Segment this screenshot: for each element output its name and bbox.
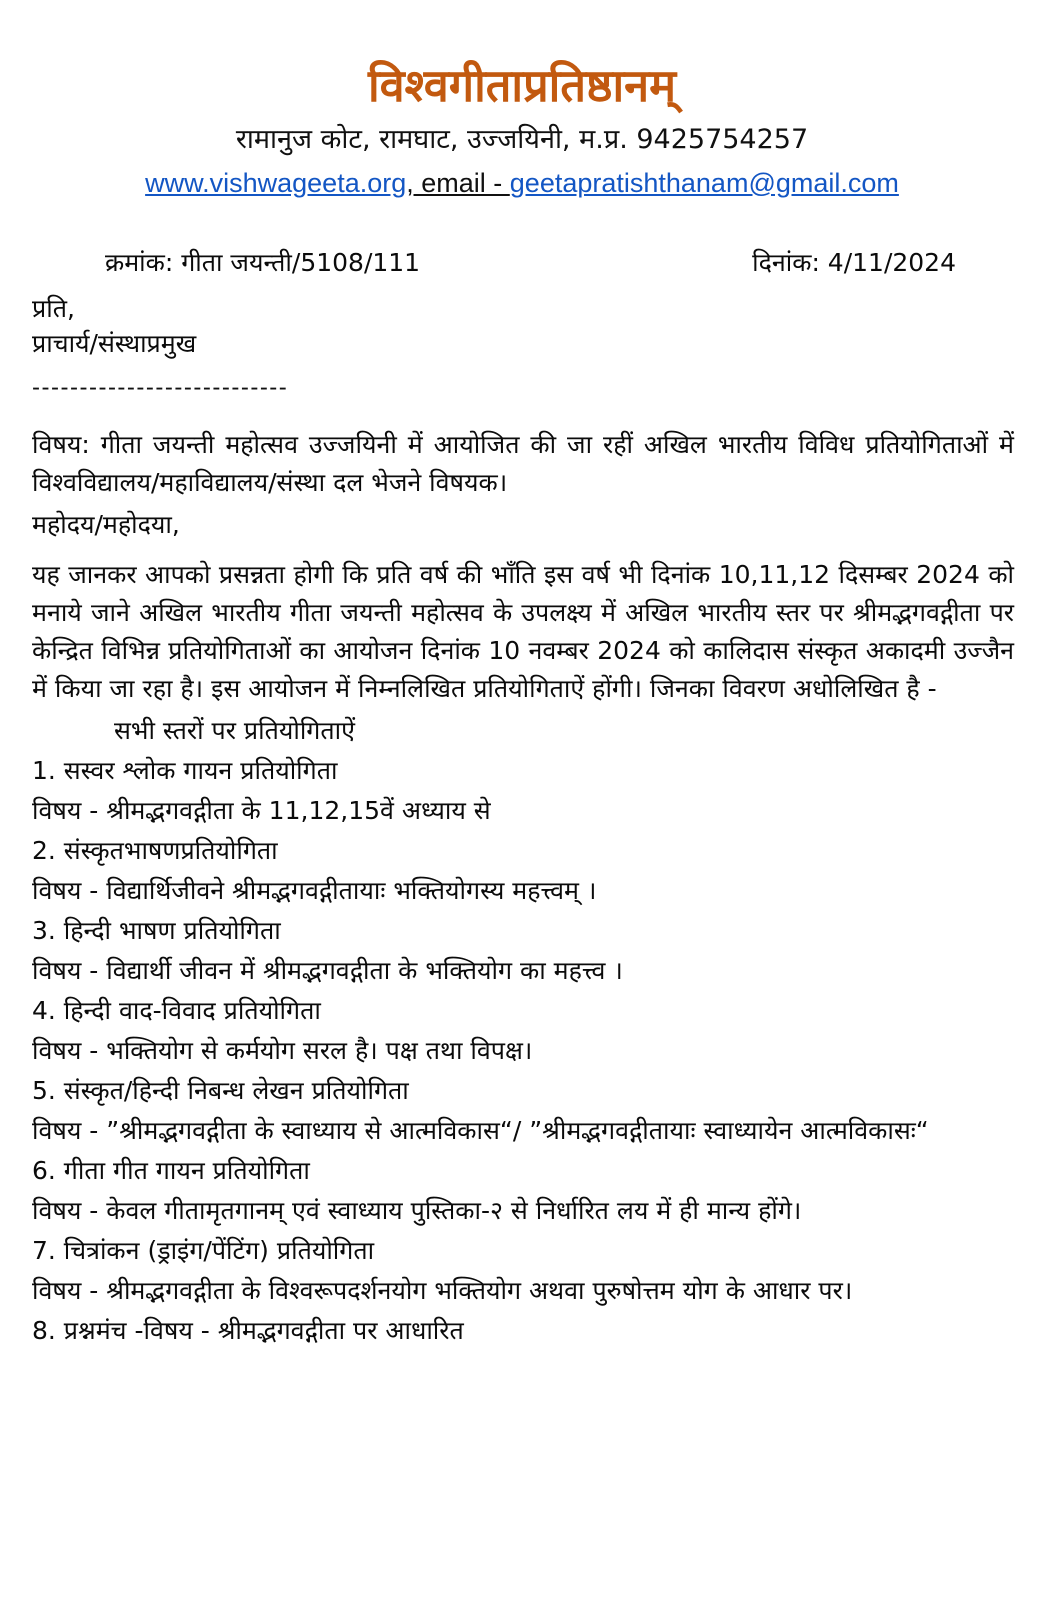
list-item [32,1152,1014,1230]
reference-row [0,245,1044,279]
organization-address: रामानुज कोट, रामघाट, उज्जयिनी, म.प्र. 9425754257 [235,124,809,156]
competition-subject: विषय - श्रीमद्भगवद्गीता के विश्वरूपदर्शनयोग भक्तियोग अथवा पुरुषोत्तम योग के आधार पर। [32,1275,853,1305]
letter-date: दिनांक: 4/11/2024 [752,248,956,278]
recipient-to: प्रति, [32,294,75,324]
list-item [32,992,1014,1070]
competition-title: 8. प्रश्नमंच -विषय - श्रीमद्भगवद्गीता पर आधारित [32,1315,464,1345]
competition-title: 6. गीता गीत गायन प्रतियोगिता [32,1155,310,1185]
reference-number: क्रमांक: गीता जयन्ती/5108/111 [105,248,421,278]
email-label: , email - [406,167,510,198]
website-link[interactable]: www.vishwageeta.org [145,167,407,198]
salutation: महोदय/महोदया, [32,509,180,539]
competition-title: 3. हिन्दी भाषण प्रतियोगिता [32,915,281,945]
competition-subject: विषय - भक्तियोग से कर्मयोग सरल है। पक्ष तथा विपक्ष। [32,1035,533,1065]
recipient-separator: --------------------------- [32,374,289,402]
competition-list [32,752,1014,1350]
recipient-designation: प्राचार्य/संस्थाप्रमुख [32,329,197,359]
email-link[interactable]: geetapratishthanam@gmail.com [509,167,899,198]
competition-title: 7. चित्रांकन (ड्राइंग/पेंटिंग) प्रतियोगिता [32,1235,375,1265]
list-item [32,832,1014,910]
subject-line: विषय: गीता जयन्ती महोत्सव उज्जयिनी में आयोजित की जा रहीं अखिल भारतीय विविध प्रतियोगिताओं में विश्वविद्यालय/महाविद्यालय/संस्था दल भेजने विषयक। [32,429,1014,497]
competition-subject: विषय - श्रीमद्भगवद्गीता के 11,12,15वें अध्याय से [32,795,491,825]
letterhead [0,0,1044,201]
list-item [32,752,1014,830]
list-item [32,1072,1014,1150]
competition-subject: विषय - विद्यार्थी जीवन में श्रीमद्भगवद्गीता के भक्तियोग का महत्त्व । [32,955,623,985]
competition-title: 2. संस्कृतभाषणप्रतियोगिता [32,835,278,865]
letter-body [0,291,1044,1349]
competition-title: 5. संस्कृत/हिन्दी निबन्ध लेखन प्रतियोगिता [32,1075,409,1105]
competition-title: 4. हिन्दी वाद-विवाद प्रतियोगिता [32,995,321,1025]
competition-subject: विषय - ”श्रीमद्भगवद्गीता के स्वाध्याय से आत्मविकास“/ ”श्रीमद्भगवद्गीतायाः स्वाध्यायेन आत्मविकासः“ [32,1115,929,1145]
list-item [32,1312,1014,1350]
organization-title: विश्वगीताप्रतिष्ठानम् [367,59,677,112]
list-item [32,912,1014,990]
levels-heading: सभी स्तरों पर प्रतियोगिताऐं [114,715,355,745]
competition-subject: विषय - विद्यार्थिजीवने श्रीमद्भगवद्गीतायाः भक्तियोगस्य महत्त्वम् । [32,875,597,905]
list-item [32,1232,1014,1310]
body-paragraph: यह जानकर आपको प्रसन्नता होगी कि प्रति वर्ष की भाँति इस वर्ष भी दिनांक 10,11,12 दिसम्बर 2024 को मनाये जाने अखिल भारतीय गीता जयन्ती महोत्सव के उपलक्ष्य में अखिल भारतीय स्तर पर श्रीमद्भगवद्गीता पर केन्द्रित विभिन्न प्रतियोगिताओं का आयोजन दिनांक 10 नवम्बर 2024 को कालिदास संस्कृत अकादमी उज्जैन में किया जा रहा है। इस आयोजन में निम्नलिखित प्रतियोगिताऐं होंगी। जिनका विवरण अधोलिखित है - [32,559,1014,703]
organization-contact-line [0,165,1044,201]
competition-title: 1. सस्वर श्लोक गायन प्रतियोगिता [32,755,338,785]
competition-subject: विषय - केवल गीतामृतगानम् एवं स्वाध्याय पुस्तिका-२ से निर्धारित लय में ही मान्य होंगे। [32,1195,802,1225]
